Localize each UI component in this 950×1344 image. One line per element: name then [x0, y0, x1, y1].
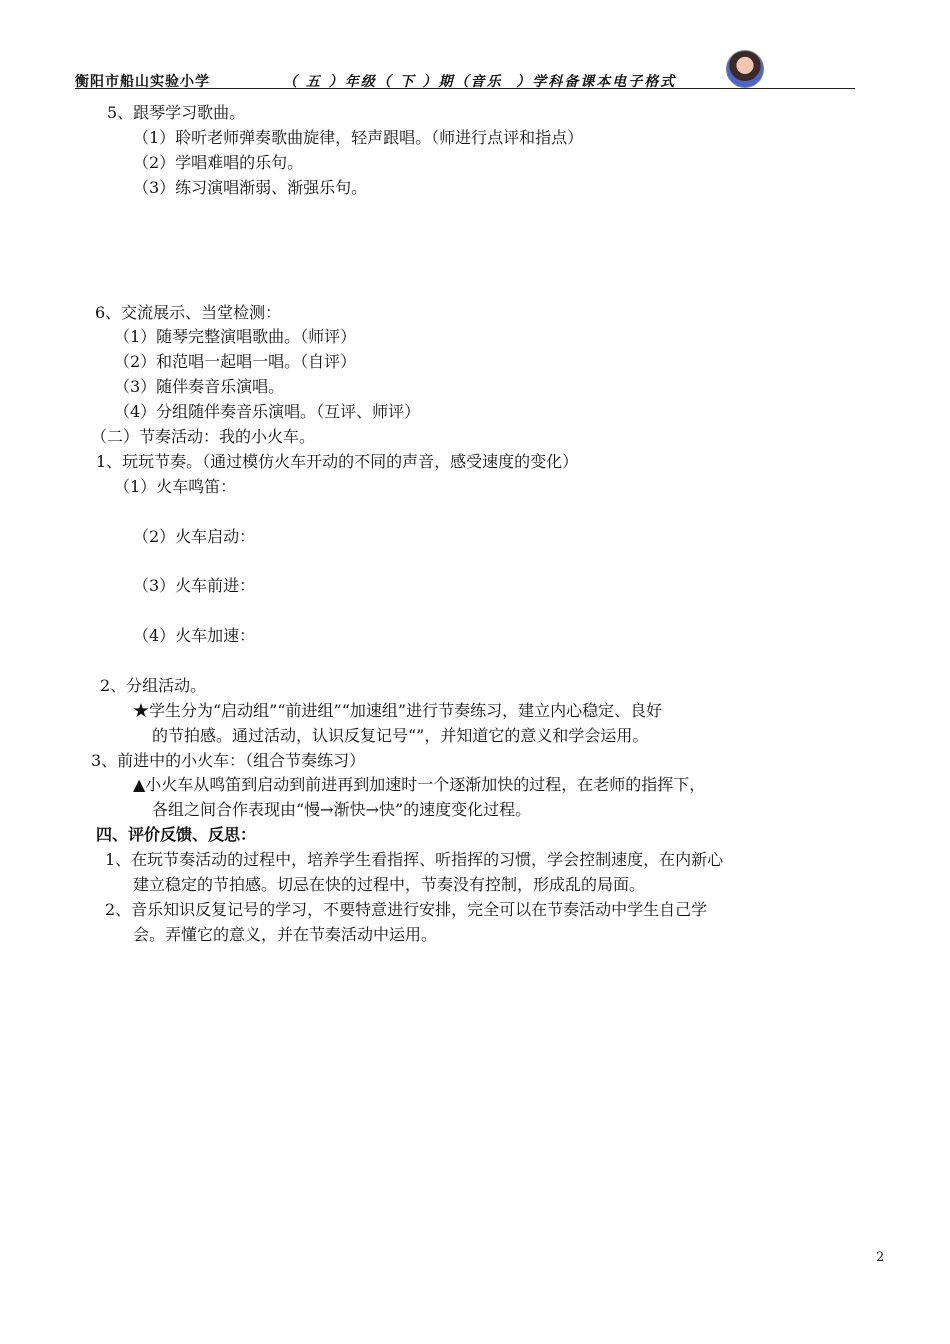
item-6-sub-1: （1）随琴完整演唱歌曲。（师评）: [114, 327, 357, 346]
school-name: 衡阳市船山实验小学: [75, 74, 210, 90]
train-text-2: 各组之间合作表现由“慢→渐快→快”的速度变化过程。: [152, 800, 532, 819]
item-6-sub-2: （2）和范唱一起唱一唱。（自评）: [114, 352, 357, 371]
reflection-2-line-1: 2、音乐知识反复记号的学习，不要特意进行安排，完全可以在节奏活动中学生自己学: [105, 900, 708, 919]
rhythm-item-3: 3、前进中的小火车：（组合节奏练习）: [91, 751, 366, 770]
item-5-sub-1: （1）聆听老师弹奏歌曲旋律，轻声跟唱。（师进行点评和指点）: [133, 128, 584, 147]
item-6-heading: 6、交流展示、当堂检测：: [95, 303, 282, 322]
rhythm-sub-4: （4）火车加速：: [133, 626, 256, 645]
header-title: （ 五 ）年级（ 下 ）期（音乐 ）学科备课本电子格式: [283, 74, 677, 90]
rhythm-sub-3: （3）火车前进：: [133, 576, 256, 595]
group-activity-text-1: ★学生分为“启动组”“前进组”“加速组”进行节奏练习，建立内心稳定、良好: [133, 701, 663, 720]
item-5-sub-2: （2）学唱难唱的乐句。: [133, 153, 304, 172]
reflection-1-line-2: 建立稳定的节拍感。切忌在快的过程中，节奏没有控制，形成乱的局面。: [133, 875, 646, 894]
reflection-1-line-1: 1、在玩节奏活动的过程中，培养学生看指挥、听指挥的习惯，学会控制速度，在内新心: [105, 850, 724, 869]
rhythm-sub-1: （1）火车鸣笛：: [114, 477, 237, 496]
section-rhythm-heading: （二）节奏活动：我的小火车。: [91, 427, 316, 446]
rhythm-sub-2: （2）火车启动：: [133, 527, 256, 546]
item-5-heading: 5、跟琴学习歌曲。: [107, 103, 246, 122]
train-text-1: ▲小火车从鸣笛到启动到前进再到加速时一个逐渐加快的过程，在老师的指挥下，: [133, 775, 706, 794]
section-reflection-heading: 四、评价反馈、反思：: [96, 825, 257, 844]
group-activity-text-2: 的节拍感。通过活动，认识反复记号“”，并知道它的意义和学会运用。: [152, 726, 649, 745]
rhythm-item-1: 1、玩玩节奏。（通过模仿火车开动的不同的声音，感受速度的变化）: [96, 452, 579, 471]
item-6-sub-3: （3）随伴奏音乐演唱。: [114, 377, 285, 396]
item-6-sub-4: （4）分组随伴奏音乐演唱。（互评、师评）: [114, 402, 421, 421]
item-5-sub-3: （3）练习演唱渐弱、渐强乐句。: [133, 178, 368, 197]
rhythm-item-2: 2、分组活动。: [100, 676, 207, 695]
avatar-logo-icon: [726, 50, 764, 88]
reflection-2-line-2: 会。弄懂它的意义，并在节奏活动中运用。: [133, 925, 438, 944]
page-number: 2: [876, 1250, 885, 1265]
